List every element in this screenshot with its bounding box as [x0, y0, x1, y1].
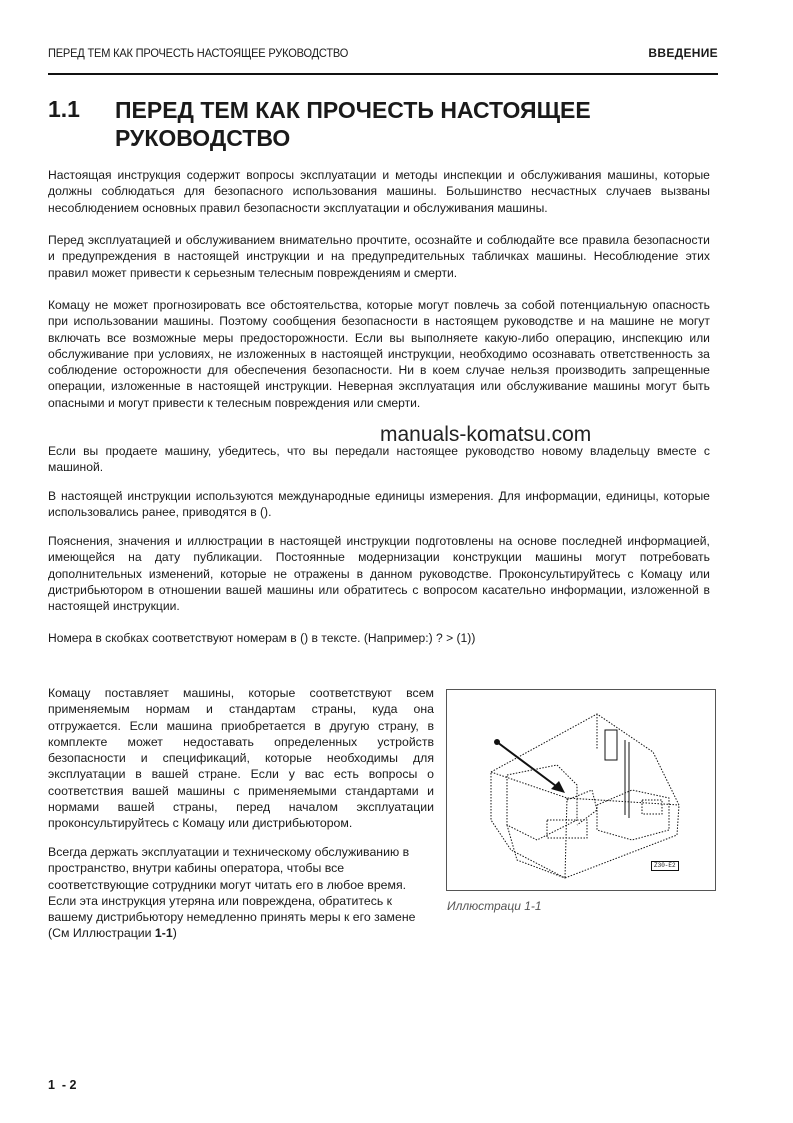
header-divider: [48, 73, 718, 75]
paragraph: Пояснения, значения и иллюстрации в настоящей инструкции подготовлены на основе последней информацией, имеющейся на дату публикации. Постоянные модернизации конструкции машины могут потребовать дополнительных изменений, которые не отражены в данном руководстве. Проконсультируйтесь с Комацу или дистрибьютором в отношении вашей машины или обратитесь с вопросом касательно информации, изложенной в настоящей инструкции.: [48, 534, 710, 614]
figure-frame: [446, 689, 716, 891]
figure-id-label: Z30-E2: [651, 861, 679, 871]
running-header-title: ПЕРЕД ТЕМ КАК ПРОЧЕСТЬ НАСТОЯЩЕЕ РУКОВОДСТВО: [48, 46, 349, 60]
page-header: [48, 46, 718, 66]
paragraph: В настоящей инструкции используются международные единицы измерения. Для информации, единицы, которые использовались ранее, приводятся в ().: [48, 489, 710, 520]
paragraph: Номера в скобках соответствуют номерам в () в тексте. (Например:) ? > (1)): [48, 631, 476, 645]
figure-caption: Иллюстраци 1-1: [447, 899, 542, 913]
paragraph: Комацу поставляет машины, которые соответствуют всем применяемым нормам и стандартам страны, куда она отгружается. Если машина приобретается в другую страну, в комплекте может недоставать определенных устройств безопасности и спецификаций, которые необходимы для эксплуатации в вашей стране. Если у вас есть вопросы о соответствия вашей машины с применяемыми стандартами и нормами вашей страны, перед началом эксплуатации проконсультируйтесь с Комацу или дистрибьютором.: [48, 686, 434, 831]
section-number: 1.1: [48, 96, 80, 122]
page-number: 1 - 2: [48, 1078, 77, 1092]
paragraph-text: Всегда держать эксплуатации и техническому обслуживанию в пространство, внутри кабины оператора, чтобы все соответствующие сотрудники могут читать его в любое время. Если эта инструкция утеряна или повреждена, обратитесь к вашему дистрибьютору немедленно принять меры к его замене (См Иллюстрации: [48, 845, 416, 941]
paragraph: Перед эксплуатацией и обслуживанием внимательно прочтите, осознайте и соблюдайте все правила безопасности и предупреждения в настоящей инструкции и на предупредительных табличках машины. Несоблюдение этих правил может привести к серьезным телесным повреждениям и смерти.: [48, 233, 710, 280]
paragraph: Настоящая инструкция содержит вопросы эксплуатации и методы инспекции и обслуживания машины, которые должны соблюдаться для безопасного использования машины. Большинство несчастных случаев вызваны несоблюдением основных правил безопасности эксплуатации и обслуживания машины.: [48, 168, 710, 215]
paragraph: [48, 844, 434, 942]
paragraph: Если вы продаете машину, убедитесь, что вы передали настоящее руководство новому владельцу вместе с машиной.: [48, 444, 710, 475]
paragraph-suffix: ): [172, 926, 177, 941]
paragraph: Комацу не может прогнозировать все обстоятельства, которые могут повлечь за собой потенциальную опасность при использовании машины. Поэтому сообщения безопасности в настоящем руководстве и на машине не могут включать все возможные меры предосторожности. Если вы выполняете какую-либо операцию, инспекцию или обслуживание при условиях, не изложенных в настоящей инструкции, необходимо осознавать ответственность за соблюдение осторожности для обеспечения безопасности. Ни в коем случае нельзя производить запрещенные операции, изложенные в настоящей инструкции. Неверная эксплуатация или обслуживание машины могут быть опасными и могут привести к телесным повреждения или смерти.: [48, 298, 710, 410]
figure-reference: 1-1: [154, 926, 173, 941]
operator-cab-illustration: [447, 690, 714, 889]
section-heading: ПЕРЕД ТЕМ КАК ПРОЧЕСТЬ НАСТОЯЩЕЕ РУКОВОДСТВО: [115, 97, 591, 151]
watermark-text: manuals-komatsu.com: [380, 423, 592, 446]
running-header-section: ВВЕДЕНИЕ: [648, 46, 718, 60]
